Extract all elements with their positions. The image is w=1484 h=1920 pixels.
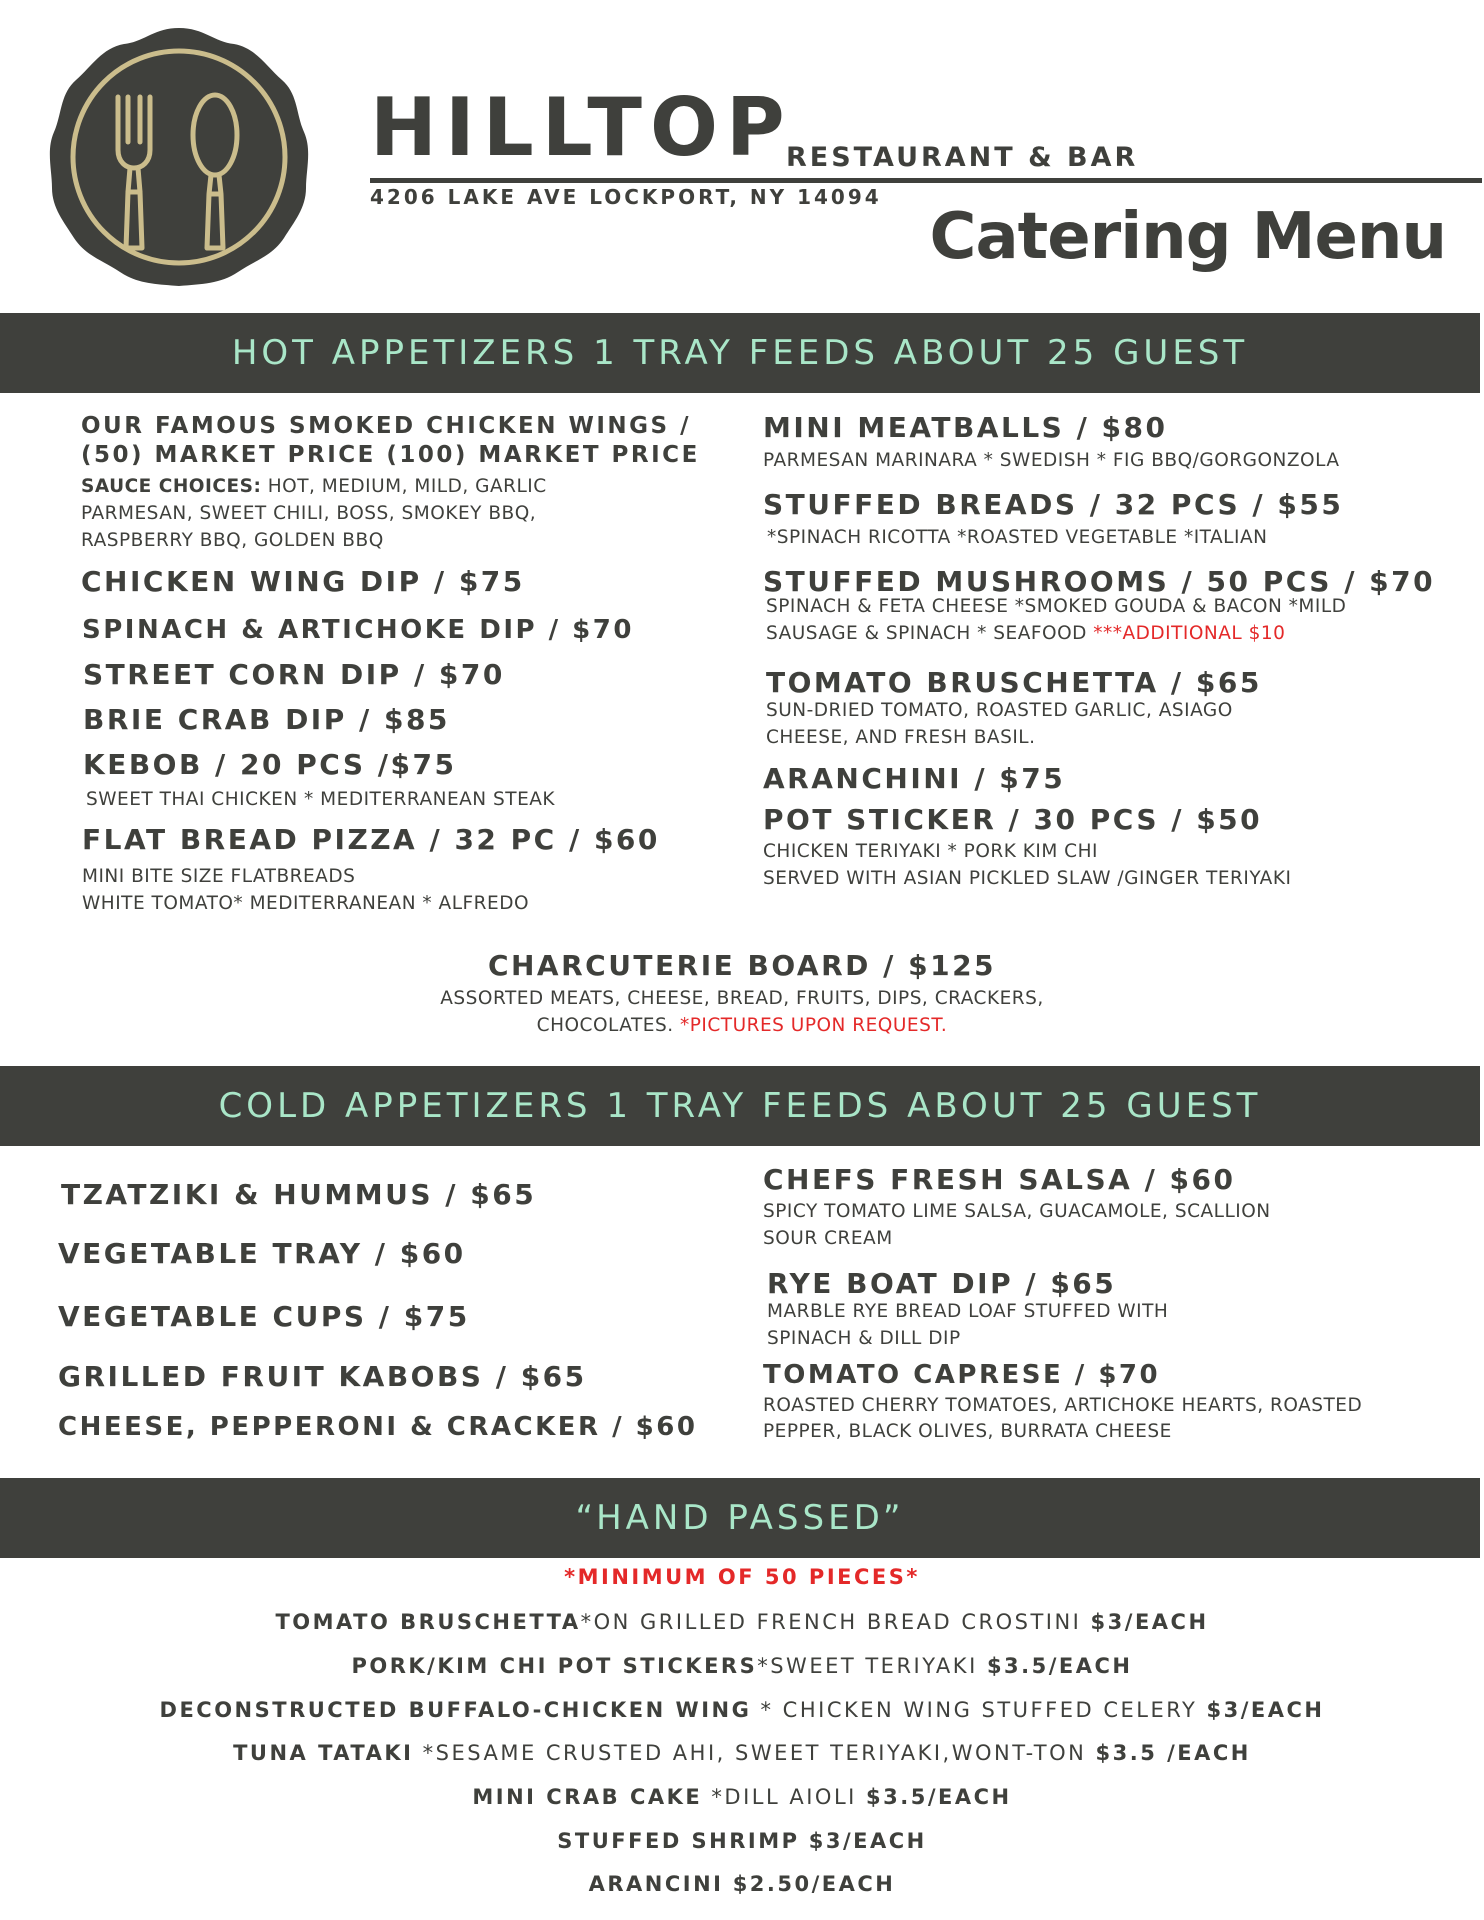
charcuterie-pictures-note: *PICTURES UPON REQUEST. [679,1015,948,1036]
hand-item-price: $3/EACH [808,1829,927,1853]
item-charcuterie-board: CHARCUTERIE BOARD / $125 [487,949,997,982]
item-charcuterie-desc1: ASSORTED MEATS, CHEESE, BREAD, FRUITS, DIPS, CRACKERS, [440,988,1044,1009]
hand-item-price: $3/EACH [1206,1698,1325,1722]
mushrooms-additional-note: ***ADDITIONAL $10 [1093,623,1286,644]
hand-item-desc: * CHICKEN WING STUFFED CELERY [751,1698,1207,1722]
hand-passed-item [0,1698,1484,1722]
item-vegetable-cups: VEGETABLE CUPS / $75 [58,1300,470,1333]
hand-passed-item [0,1654,1484,1678]
item-grilled-fruit-kabobs: GRILLED FRUIT KABOBS / $65 [58,1360,587,1393]
item-vegetable-tray: VEGETABLE TRAY / $60 [58,1237,466,1270]
item-bruschetta-desc1: SUN-DRIED TOMATO, ROASTED GARLIC, ASIAGO [766,700,1233,721]
sauce-choices-line2: PARMESAN, SWEET CHILI, BOSS, SMOKEY BBQ, [81,503,537,524]
hand-item-desc [724,1872,733,1896]
restaurant-logo [44,22,314,292]
item-tomato-caprese: TOMATO CAPRESE / $70 [763,1360,1161,1390]
hand-item-price: $3.5 /EACH [1095,1741,1251,1765]
restaurant-name: HILLTOP [370,81,793,174]
hand-item-price: $3.5/EACH [866,1785,1012,1809]
item-rye-desc1: MARBLE RYE BREAD LOAF STUFFED WITH [767,1301,1169,1322]
sauce-label: SAUCE CHOICES: [81,476,262,497]
item-aranchini: ARANCHINI / $75 [763,762,1066,795]
restaurant-subtitle: RESTAURANT & BAR [786,142,1139,173]
item-flatbread-desc1: MINI BITE SIZE FLATBREADS [82,866,356,887]
hand-item-price: $2.50/EACH [732,1872,896,1896]
hand-passed-item [0,1872,1484,1896]
sauce-choices-line1 [81,473,547,500]
section-heading-hot: HOT APPETIZERS 1 TRAY FEEDS ABOUT 25 GUEST [0,313,1480,393]
header-rule [370,178,1482,183]
sauce-line1: HOT, MEDIUM, MILD, GARLIC [261,476,547,497]
item-breads-desc: *SPINACH RICOTTA *ROASTED VEGETABLE *ITALIAN [767,527,1268,548]
item-mushrooms-desc1: SPINACH & FETA CHEESE *SMOKED GOUDA & BACON *MILD [766,596,1347,617]
hand-item-desc: *ON GRILLED FRENCH BREAD CROSTINI [580,1610,1091,1634]
section-heading-hand-passed: “HAND PASSED” [0,1478,1480,1558]
item-caprese-desc2: PEPPER, BLACK OLIVES, BURRATA CHEESE [763,1421,1172,1442]
item-wings-line2: (50) MARKET PRICE (100) MARKET PRICE [81,442,700,468]
item-flat-bread-pizza: FLAT BREAD PIZZA / 32 PC / $60 [82,823,660,856]
item-meatballs-desc: PARMESAN MARINARA * SWEDISH * FIG BBQ/GORGONZOLA [763,450,1340,471]
item-bruschetta-desc2: CHEESE, AND FRESH BASIL. [766,727,1036,748]
item-potsticker-desc2: SERVED WITH ASIAN PICKLED SLAW /GINGER TERIYAKI [763,868,1292,889]
hand-item-name: MINI CRAB CAKE [472,1785,703,1809]
hand-item-name: DECONSTRUCTED BUFFALO-CHICKEN WING [159,1698,752,1722]
item-stuffed-mushrooms: STUFFED MUSHROOMS / 50 PCS / $70 [763,565,1436,598]
item-chicken-wing-dip: CHICKEN WING DIP / $75 [81,565,525,598]
hand-item-desc: *SWEET TERIYAKI [757,1654,987,1678]
item-charcuterie-desc2 [0,1012,1484,1039]
item-tomato-bruschetta: TOMATO BRUSCHETTA / $65 [766,666,1262,699]
item-spinach-dip: SPINACH & ARTICHOKE DIP / $70 [82,615,634,645]
mushrooms-desc2-text: SAUSAGE & SPINACH * SEAFOOD [766,623,1094,644]
item-salsa-desc1: SPICY TOMATO LIME SALSA, GUACAMOLE, SCALLION [763,1201,1271,1222]
item-street-corn-dip: STREET CORN DIP / $70 [83,658,505,691]
item-potsticker-desc1: CHICKEN TERIYAKI * PORK KIM CHI [763,841,1098,862]
minimum-pieces-note: *MINIMUM OF 50 PIECES* [564,1565,920,1589]
item-stuffed-breads: STUFFED BREADS / 32 PCS / $55 [763,488,1344,521]
item-wings-line1: OUR FAMOUS SMOKED CHICKEN WINGS / [81,413,692,439]
hand-item-desc [800,1829,809,1853]
hand-passed-item [0,1610,1484,1634]
hand-item-price: $3.5/EACH [986,1654,1133,1678]
sauce-choices-line3: RASPBERRY BBQ, GOLDEN BBQ [81,530,384,551]
hand-item-price: $3/EACH [1090,1610,1209,1634]
hand-passed-item [0,1829,1484,1853]
charcuterie-desc2-text: CHOCOLATES. [536,1015,680,1036]
hand-item-desc: *SESAME CRUSTED AHI, SWEET TERIYAKI,WONT-TON [413,1741,1096,1765]
item-cheese-pepperoni-cracker: CHEESE, PEPPERONI & CRACKER / $60 [58,1412,698,1442]
hand-item-name: STUFFED SHRIMP [557,1829,800,1853]
restaurant-address: 4206 LAKE AVE LOCKPORT, NY 14094 [370,185,882,209]
hand-item-name: TOMATO BRUSCHETTA [275,1610,581,1634]
item-caprese-desc1: ROASTED CHERRY TOMATOES, ARTICHOKE HEARTS, ROASTED [763,1395,1363,1416]
item-rye-desc2: SPINACH & DILL DIP [767,1328,961,1349]
item-mushrooms-desc2 [766,620,1285,647]
item-salsa-desc2: SOUR CREAM [763,1228,893,1249]
section-heading-cold: COLD APPETIZERS 1 TRAY FEEDS ABOUT 25 GUEST [0,1066,1480,1146]
hand-item-name: TUNA TATAKI [233,1741,414,1765]
item-mini-meatballs: MINI MEATBALLS / $80 [763,411,1168,444]
item-pot-sticker: POT STICKER / 30 PCS / $50 [763,803,1263,836]
hand-item-desc: *DILL AIOLI [702,1785,867,1809]
hand-passed-item [0,1741,1484,1765]
hand-item-name: ARANCINI [588,1872,724,1896]
item-kebob-desc: SWEET THAI CHICKEN * MEDITERRANEAN STEAK [86,789,556,810]
hand-item-name: PORK/KIM CHI POT STICKERS [351,1654,758,1678]
item-tzatziki-hummus: TZATZIKI & HUMMUS / $65 [61,1178,537,1211]
item-chefs-fresh-salsa: CHEFS FRESH SALSA / $60 [763,1163,1236,1196]
page-title: Catering Menu [929,200,1446,274]
item-kebob: KEBOB / 20 PCS /$75 [83,748,457,781]
hand-passed-item [0,1785,1484,1809]
item-rye-boat-dip: RYE BOAT DIP / $65 [767,1267,1117,1300]
item-flatbread-desc2: WHITE TOMATO* MEDITERRANEAN * ALFREDO [82,893,530,914]
item-brie-crab-dip: BRIE CRAB DIP / $85 [83,703,450,736]
